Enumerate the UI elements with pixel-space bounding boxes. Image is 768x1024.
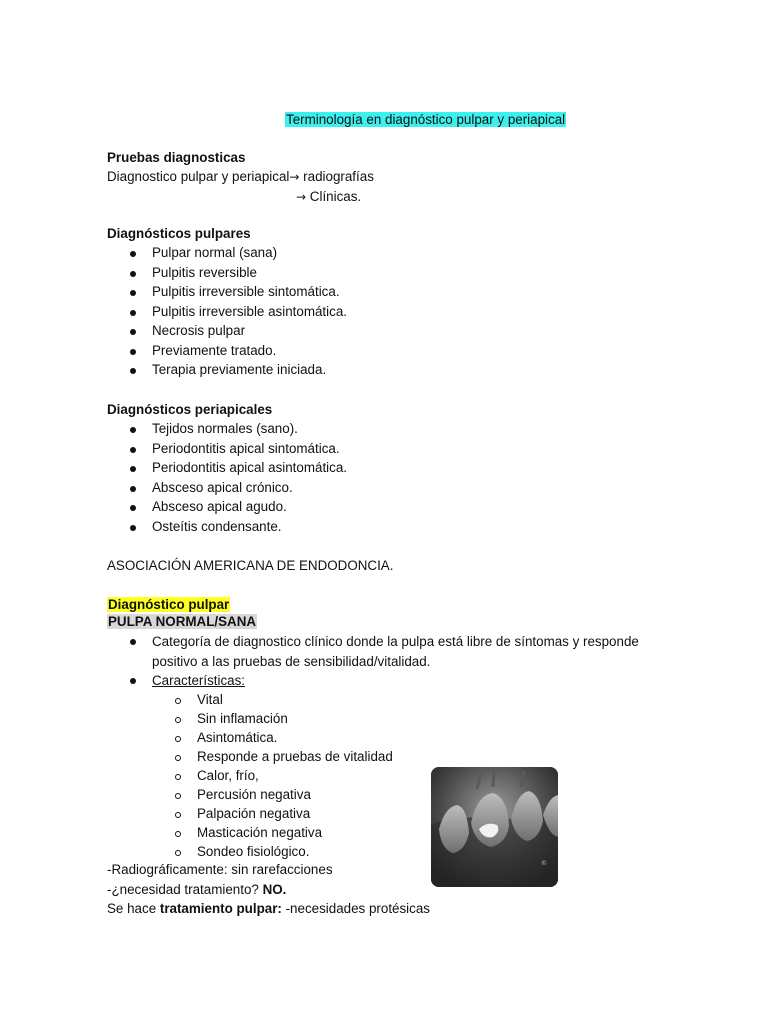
bullet-icon (130, 486, 136, 492)
definicion-line-1: Categoría de diagnostico clínico donde la pulpa está libre de síntomas y responde (152, 634, 639, 649)
xray-drawing (431, 767, 558, 887)
necesidad-prefix: -¿necesidad tratamiento? (107, 882, 263, 897)
arrow-right-icon: → (289, 170, 300, 184)
pulpa-normal-text: PULPA NORMAL/SANA (108, 614, 257, 629)
caracteristicas-label: Características: (152, 673, 246, 688)
bullet-icon (130, 290, 136, 296)
necesidad-answer: NO. (262, 882, 287, 897)
diag-pulpar-heading-text: Diagnóstico pulpar (108, 597, 230, 612)
pulpares-item: Pulpitis reversible (152, 264, 257, 280)
circle-bullet-icon (175, 831, 181, 837)
bullet-icon (130, 329, 136, 335)
periapicales-heading: Diagnósticos periapicales (107, 402, 273, 417)
dental-xray-image (431, 767, 558, 887)
se-hace-bold: tratamiento pulpar: (159, 901, 282, 916)
pulpares-item: Necrosis pulpar (152, 323, 246, 338)
circle-bullet-icon (175, 755, 181, 761)
caracteristica-item: Sin inflamación (197, 711, 288, 726)
pulpares-item: Terapia previamente iniciada. (152, 362, 327, 377)
se-hace-prefix: Se hace (107, 901, 160, 916)
caracteristica-item: Responde a pruebas de vitalidad (197, 749, 393, 764)
circle-bullet-icon (175, 850, 181, 856)
caracteristica-item: Masticación negativa (197, 825, 323, 840)
bullet-icon (130, 271, 136, 277)
pulpares-item: Pulpar normal (sana) (152, 245, 278, 260)
bullet-icon (130, 639, 136, 645)
circle-bullet-icon (175, 774, 181, 780)
pulpares-item: Pulpitis irreversible asintomática. (152, 303, 347, 319)
pruebas-clinicas: Clínicas. (309, 189, 362, 204)
pruebas-radiografias: radiografías (303, 169, 374, 184)
bullet-icon (130, 466, 136, 472)
bullet-icon (130, 505, 136, 511)
circle-bullet-icon (175, 793, 181, 799)
title-text: Terminología en diagnóstico pulpar y periapical (286, 112, 566, 127)
bullet-icon (130, 310, 136, 316)
caracteristica-item: Calor, frío, (197, 768, 259, 783)
pulpa-normal-subheading (107, 614, 257, 630)
periapicales-item: Periodontitis apical sintomática. (152, 440, 340, 456)
periapicales-item: Absceso apical agudo. (152, 499, 287, 514)
pruebas-line-1-text: Diagnostico pulpar y periapical (107, 169, 290, 184)
periapicales-item: Tejidos normales (sano). (152, 421, 298, 436)
asociacion-text: ASOCIACIÓN AMERICANA DE ENDODONCIA. (107, 558, 394, 573)
periapicales-item: Absceso apical crónico. (152, 479, 293, 495)
bullet-icon (130, 368, 136, 374)
circle-bullet-icon (175, 717, 181, 723)
document-title (285, 112, 566, 128)
pruebas-line-1 (107, 169, 374, 185)
periapicales-item: Periodontitis apical asintomática. (152, 460, 348, 475)
bullet-icon (130, 678, 136, 684)
bullet-icon (130, 525, 136, 531)
necesidad-line (107, 882, 286, 898)
circle-bullet-icon (175, 736, 181, 742)
bullet-icon (130, 447, 136, 453)
bullet-icon (130, 251, 136, 257)
caracteristica-item: Asintomática. (197, 730, 278, 745)
pulpares-item: Previamente tratado. (152, 342, 277, 358)
diag-pulpar-heading (107, 597, 230, 613)
definicion-line-2: positivo a las pruebas de sensibilidad/vitalidad. (152, 654, 431, 669)
periapicales-item: Osteítis condensante. (152, 518, 282, 534)
caracteristica-item: Percusión negativa (197, 787, 311, 802)
circle-bullet-icon (175, 812, 181, 818)
caracteristica-item: Sondeo fisiológico. (197, 844, 310, 859)
se-hace-line (107, 901, 430, 917)
pulpares-heading: Diagnósticos pulpares (107, 226, 251, 241)
caracteristica-item: Palpación negativa (197, 806, 311, 821)
svg-text:©: © (541, 860, 547, 867)
circle-bullet-icon (175, 698, 181, 704)
se-hace-suffix: -necesidades protésicas (281, 901, 430, 916)
arrow-right-icon: → (296, 190, 307, 204)
pruebas-heading: Pruebas diagnosticas (107, 150, 246, 165)
pulpares-item: Pulpitis irreversible sintomática. (152, 284, 340, 299)
caracteristica-item: Vital (197, 692, 223, 707)
pruebas-line-2 (296, 189, 361, 205)
radiograficamente-text: -Radiográficamente: sin rarefacciones (107, 862, 333, 877)
bullet-icon (130, 349, 136, 355)
bullet-icon (130, 427, 136, 433)
